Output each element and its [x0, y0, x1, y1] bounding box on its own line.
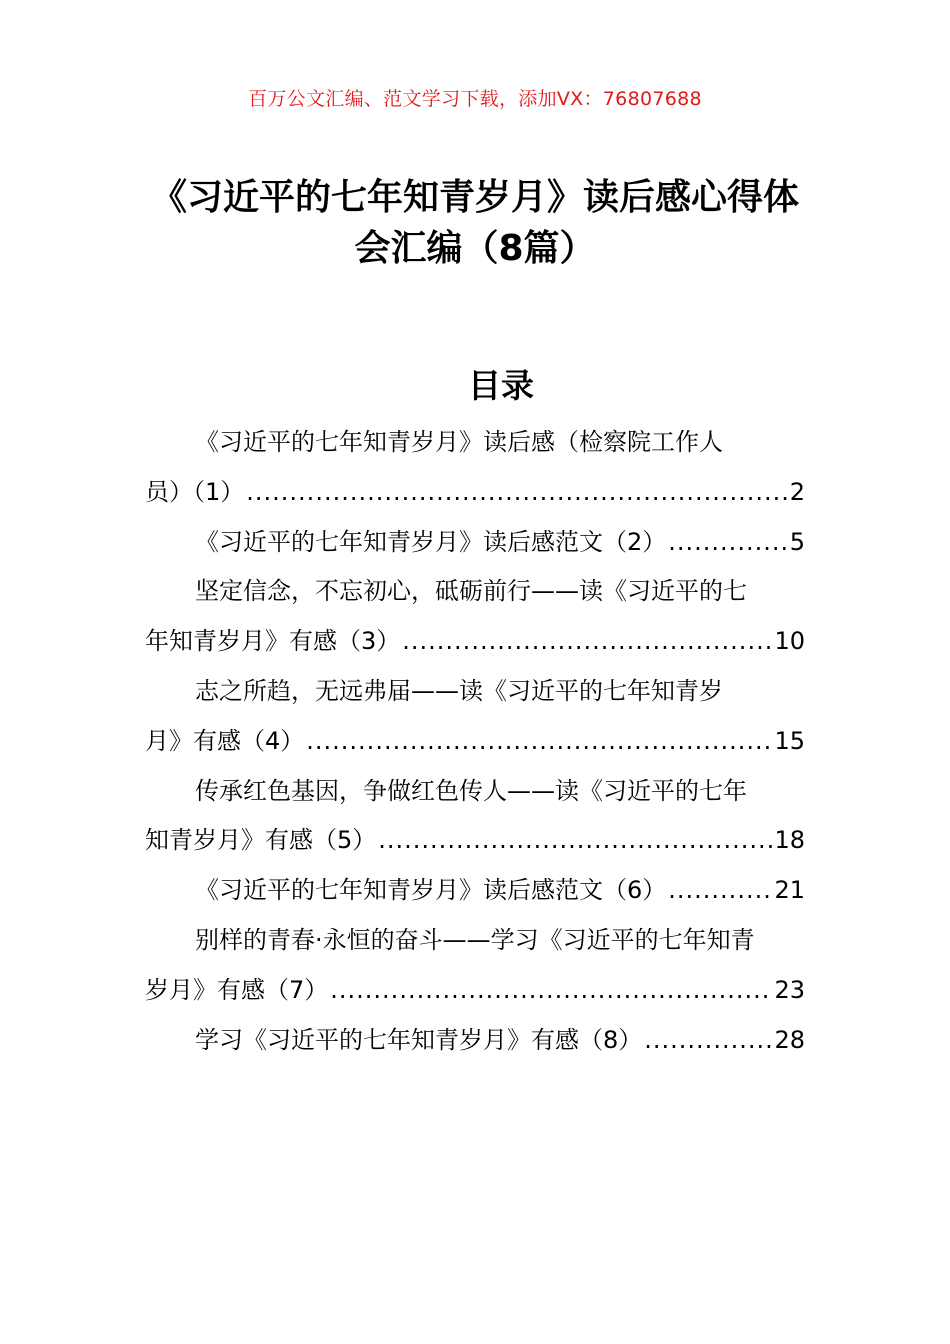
toc-entry-4[interactable] — [145, 667, 805, 767]
toc-entry-1[interactable] — [145, 418, 805, 518]
dot-leader — [378, 816, 772, 866]
toc-entry-5[interactable] — [145, 767, 805, 867]
toc-entry-last-line — [145, 518, 805, 568]
toc-heading: 目录 — [468, 366, 534, 405]
toc-entry-6[interactable] — [145, 866, 805, 916]
toc-entry-last-line — [145, 866, 805, 916]
dot-leader — [644, 1016, 772, 1066]
toc-page-number: 2 — [789, 477, 805, 506]
toc-page-number: 10 — [774, 627, 805, 656]
toc-entry-3[interactable] — [145, 567, 805, 667]
header-note: 百万公文汇编、范文学习下载，添加VX：76807688 — [248, 88, 702, 110]
toc-entry-last-line — [145, 468, 805, 518]
dot-leader — [246, 468, 787, 518]
toc-entry-text: 知青岁月》有感（5） — [145, 826, 377, 855]
toc-page-number: 23 — [774, 975, 805, 1004]
toc-entry-last-line — [145, 966, 805, 1016]
toc-entry-last-line — [145, 1016, 805, 1066]
toc-entry-2[interactable] — [145, 518, 805, 568]
dot-leader — [306, 717, 772, 767]
dot-leader — [668, 866, 772, 916]
toc-entry-text: 年知青岁月》有感（3） — [145, 627, 401, 656]
toc-entry-text: 月》有感（4） — [145, 726, 305, 755]
title-line-2: 会汇编（8篇） — [354, 228, 596, 269]
toc-entry-7[interactable] — [145, 916, 805, 1016]
title-line-1: 《习近平的七年知青岁月》读后感心得体 — [150, 177, 799, 218]
toc-entry-text: 岁月》有感（7） — [145, 975, 329, 1004]
toc-page-number: 21 — [774, 876, 805, 905]
dot-leader — [330, 966, 772, 1016]
toc-page-number: 5 — [789, 527, 805, 556]
toc-page-number: 28 — [774, 1025, 805, 1054]
toc-entry-text: 坚定信念，不忘初心，砥砺前行——读《习近平的七 — [195, 577, 747, 606]
toc-entry-text: 《习近平的七年知青岁月》读后感范文（2） — [195, 527, 667, 556]
dot-leader — [402, 617, 772, 667]
toc-entry-last-line — [145, 816, 805, 866]
toc-entry-text: 学习《习近平的七年知青岁月》有感（8） — [195, 1025, 643, 1054]
toc-entry-text: 《习近平的七年知青岁月》读后感范文（6） — [195, 876, 667, 905]
toc-entry-text: 志之所趋，无远弗届——读《习近平的七年知青岁 — [195, 676, 723, 705]
document-title — [120, 172, 830, 274]
toc-entry-8[interactable] — [145, 1016, 805, 1066]
toc-entry-text: 别样的青春·永恒的奋斗——学习《习近平的七年知青 — [195, 925, 755, 954]
toc-entry-text: 员）（1） — [145, 477, 245, 506]
toc-entry-text: 《习近平的七年知青岁月》读后感（检察院工作人 — [195, 428, 723, 456]
toc-entry-text: 传承红色基因，争做红色传人——读《习近平的七年 — [195, 776, 747, 805]
toc-page-number: 15 — [774, 726, 805, 755]
dot-leader — [668, 518, 787, 568]
toc-entry-last-line — [145, 717, 805, 767]
toc-page-number: 18 — [774, 826, 805, 855]
toc-entry-last-line — [145, 617, 805, 667]
table-of-contents — [145, 418, 805, 1065]
